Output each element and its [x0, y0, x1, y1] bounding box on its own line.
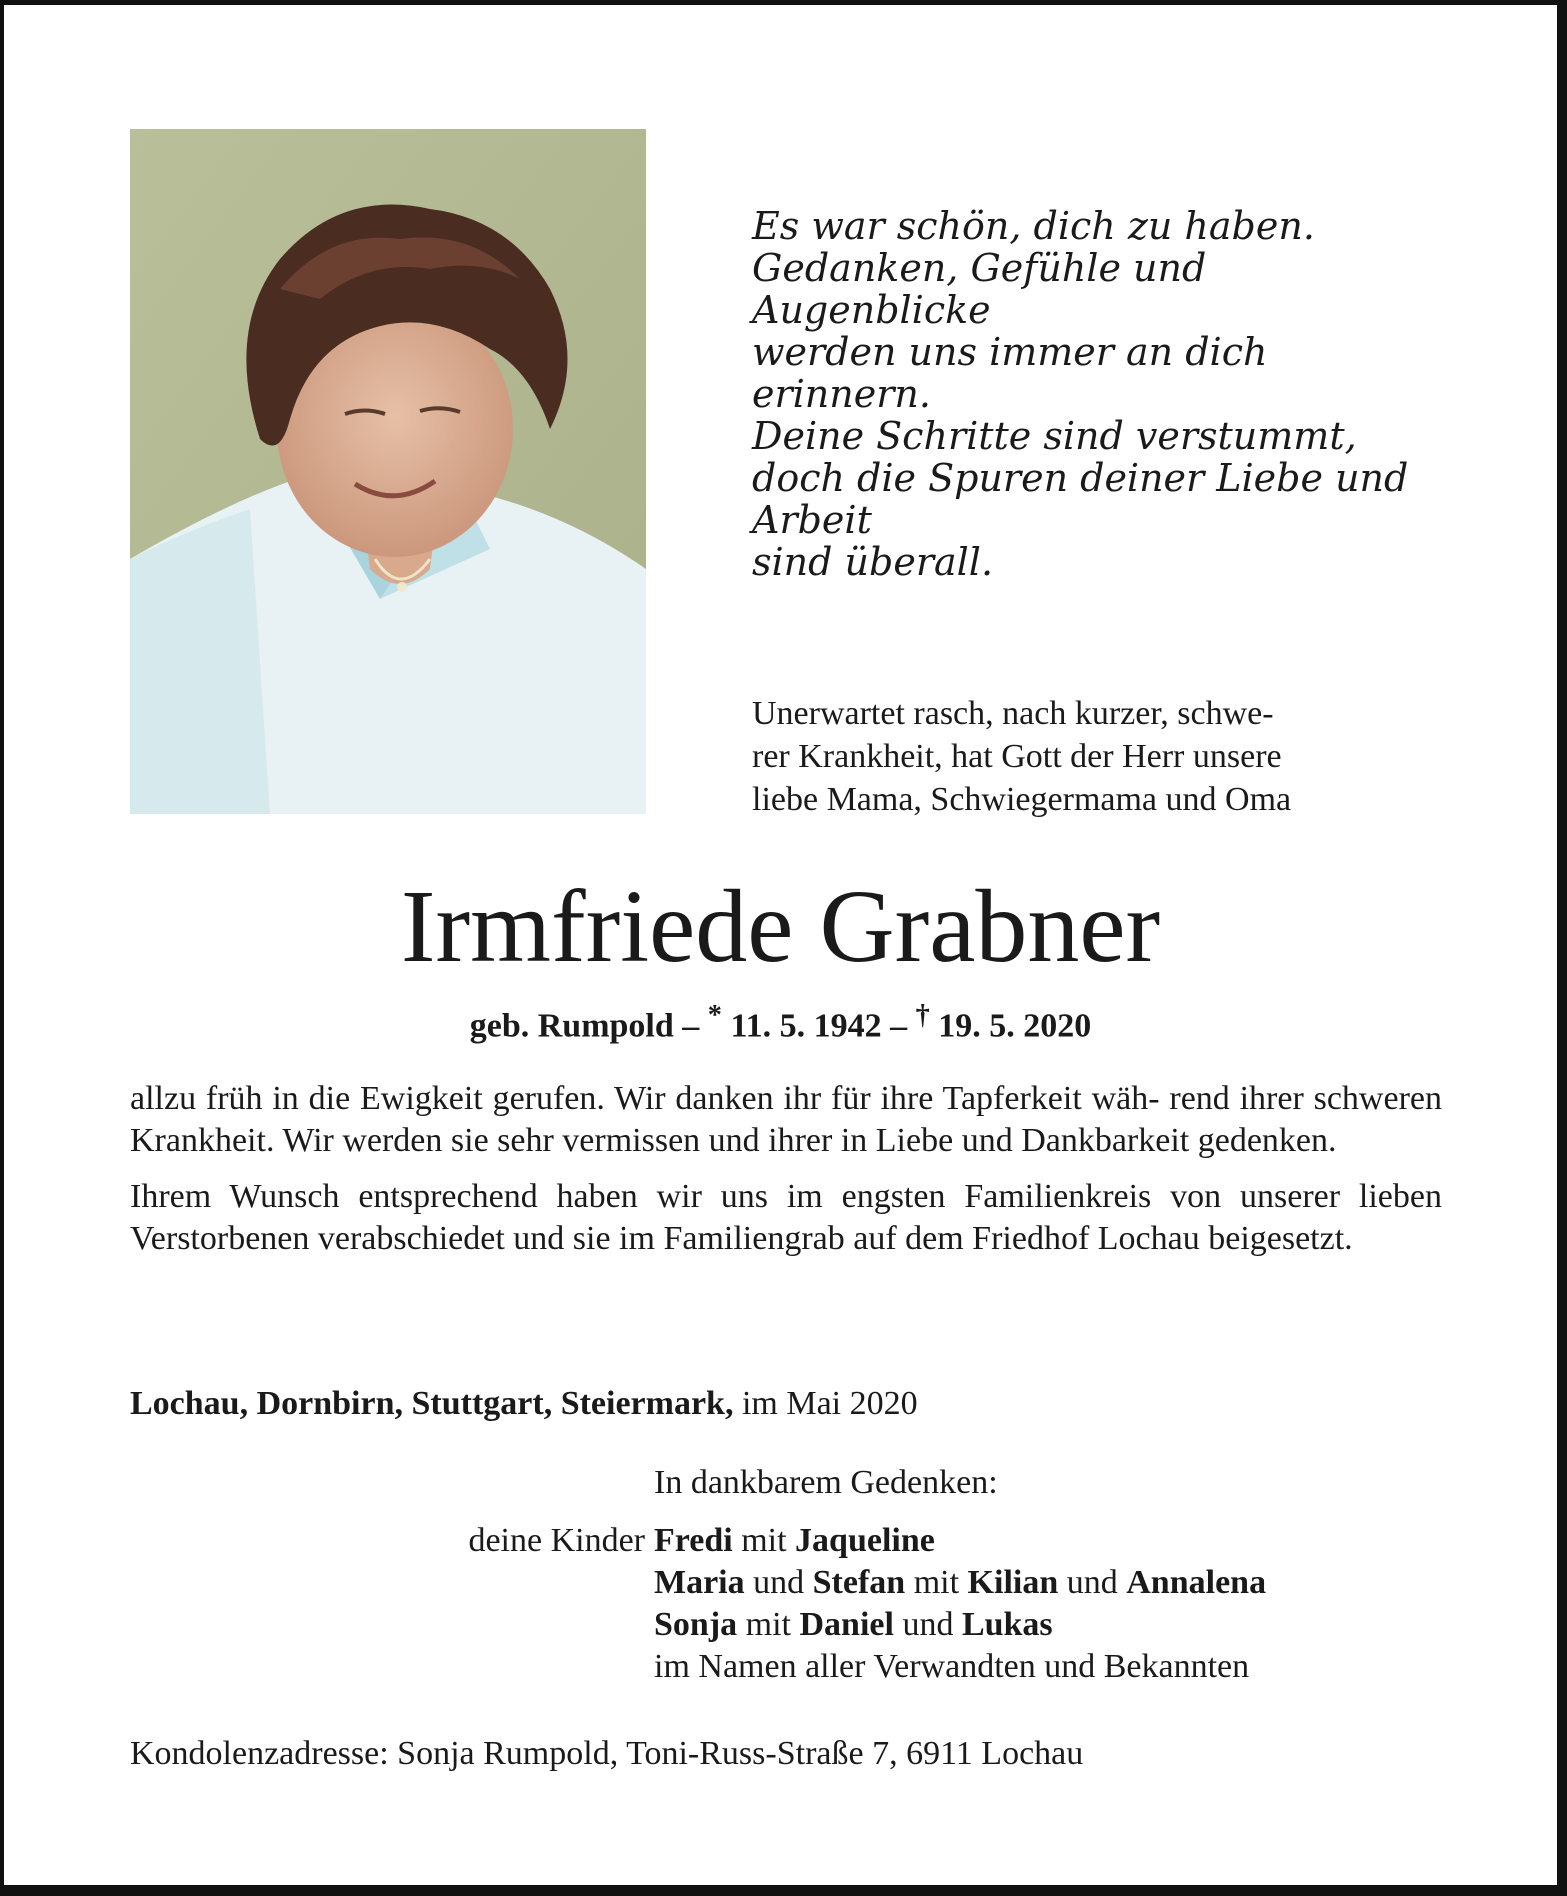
- poem-line: Deine Schritte sind verstummt,: [752, 414, 1357, 458]
- places: Lochau, Dornbirn, Stuttgart, Steiermark,: [130, 1385, 734, 1422]
- family-label: deine Kinder: [468, 1522, 645, 1559]
- poem-line: sind überall.: [752, 540, 994, 584]
- death-date: 19. 5. 2020: [938, 1007, 1092, 1045]
- poem-line: doch die Spuren deiner Liebe und Arbeit: [752, 456, 1409, 542]
- born-symbol: *: [707, 1000, 722, 1031]
- connector: mit: [913, 1564, 960, 1601]
- connector: und: [902, 1606, 954, 1643]
- intro-line: rer Krankheit, hat Gott der Herr unsere: [752, 738, 1282, 775]
- family-name: Annalena: [1126, 1564, 1267, 1601]
- intro-line: Unerwartet rasch, nach kurzer, schwe-: [752, 695, 1274, 732]
- separator: –: [682, 1007, 700, 1045]
- family-line: im Namen aller Verwandten und Bekannten: [654, 1648, 1250, 1685]
- deceased-name: Irmfriede Grabner: [400, 869, 1161, 984]
- family-name: Fredi: [654, 1522, 733, 1559]
- connector: und: [1066, 1564, 1118, 1601]
- poem-line: werden uns immer an dich erinnern.: [752, 330, 1268, 416]
- family-lines: [654, 1520, 1474, 1688]
- maiden-name: geb. Rumpold: [469, 1007, 674, 1045]
- poem-line: Gedanken, Gefühle und Augenblicke: [752, 246, 1207, 332]
- family-line: [654, 1604, 1474, 1646]
- memorial-poem: [752, 205, 1452, 583]
- birth-date: 11. 5. 1942: [730, 1007, 882, 1045]
- portrait-image: [130, 129, 646, 814]
- family-line: [654, 1520, 1474, 1562]
- condolence-address: Kondolenzadresse: Sonja Rumpold, Toni-Russ-Straße 7, 6911 Lochau: [130, 1735, 1084, 1772]
- connector: mit: [741, 1522, 787, 1559]
- died-symbol: †: [915, 1000, 930, 1031]
- connector: mit: [745, 1606, 791, 1643]
- family-line: [654, 1562, 1474, 1604]
- portrait-photo: [130, 129, 646, 814]
- body-paragraph: allzu früh in die Ewigkeit gerufen. Wir danken ihr für ihre Tapferkeit wäh- rend ihrer schweren Krankheit. Wir werden sie sehr vermissen und ihrer in Liebe und Dankbarkeit gedenken.: [130, 1080, 1442, 1159]
- thanks-line: In dankbarem Gedenken:: [654, 1464, 998, 1501]
- separator: –: [890, 1007, 908, 1045]
- notice-date: im Mai 2020: [741, 1385, 918, 1422]
- intro-line: liebe Mama, Schwiegermama und Oma: [752, 781, 1292, 818]
- obituary-page: [4, 5, 1557, 1885]
- family-name: Stefan: [812, 1564, 906, 1601]
- family-name: Maria: [654, 1564, 745, 1601]
- life-dates: [4, 995, 1557, 1047]
- family-name: Jaqueline: [795, 1522, 935, 1559]
- family-name: Kilian: [967, 1564, 1059, 1601]
- place-date-line: [130, 1383, 1442, 1425]
- poem-line: Es war schön, dich zu haben.: [752, 204, 1315, 248]
- intro-text: [752, 692, 1442, 821]
- body-paragraph: Ihrem Wunsch entsprechend haben wir uns im engsten Familienkreis von unserer lieben Verstorbenen verabschiedet und sie im Familiengrab auf dem Friedhof Lochau beigesetzt.: [130, 1178, 1442, 1257]
- family-name: Lukas: [961, 1606, 1053, 1643]
- connector: und: [753, 1564, 805, 1601]
- family-name: Daniel: [799, 1606, 894, 1643]
- body-text: [130, 1078, 1442, 1274]
- family-name: Sonja: [654, 1606, 738, 1643]
